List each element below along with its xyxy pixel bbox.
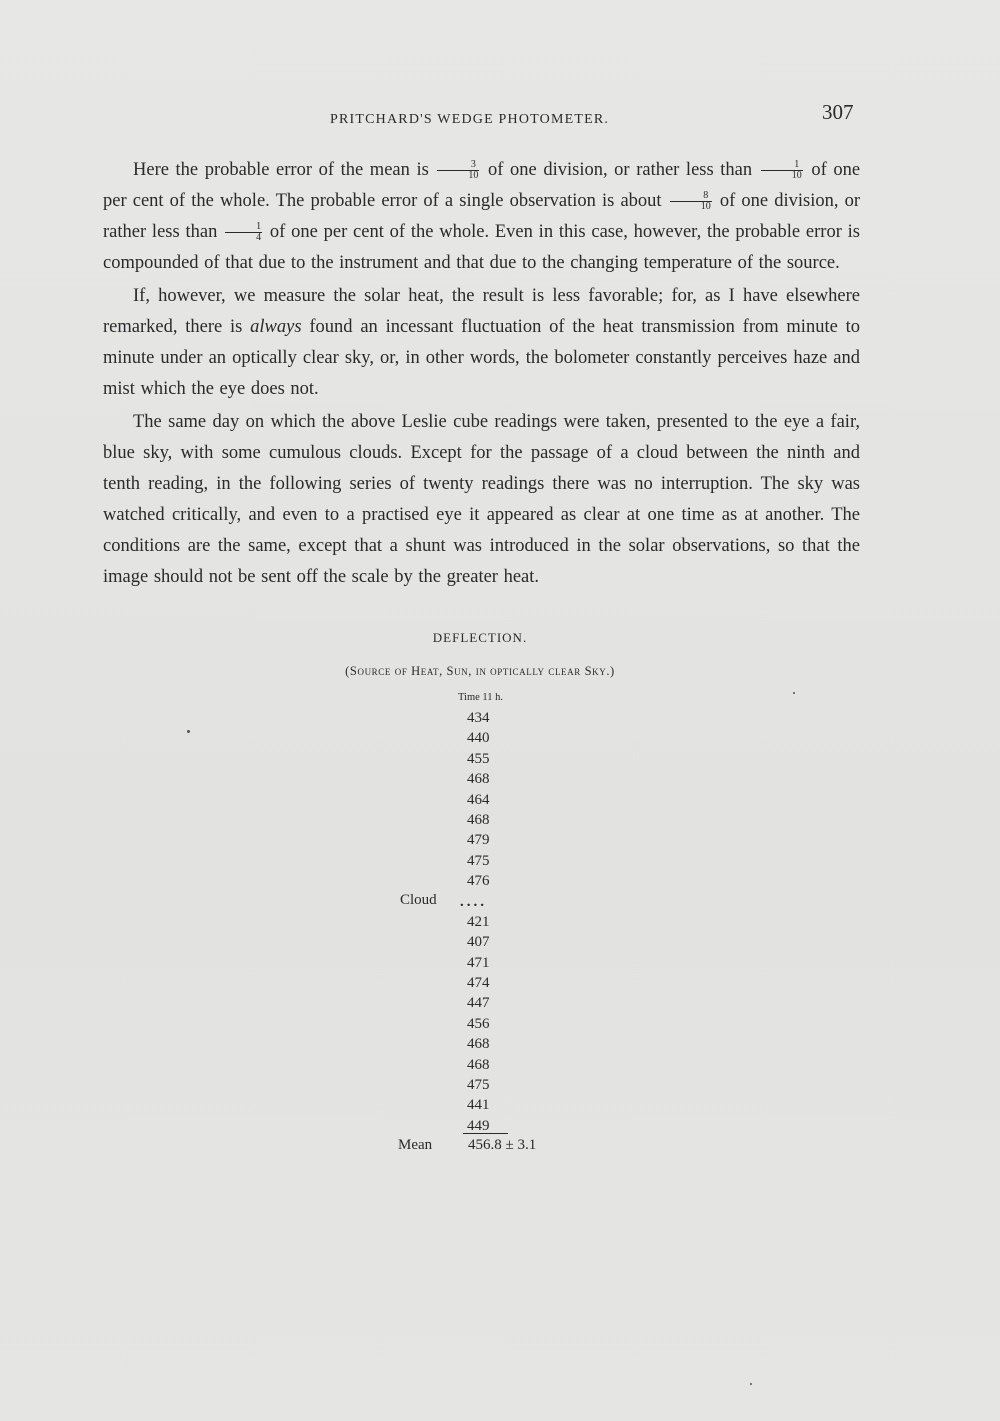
para1-text-b: of one division, or rather less than bbox=[488, 160, 753, 180]
fraction-numerator: 3 bbox=[437, 160, 479, 171]
deflection-value: 440 bbox=[467, 730, 490, 747]
fraction-denominator: 10 bbox=[791, 170, 802, 182]
fraction-numerator: 1 bbox=[225, 222, 262, 233]
para2-text-a: If, however, we measure the solar heat, the result is less favorable; for, as I have elsewhere remarked, there is bbox=[103, 286, 860, 337]
para1-text-e: of one per cent of the whole. Even in this case, however, the probable error is compounded of that due to the instrument and that due to the changing temperature of the source. bbox=[103, 222, 860, 273]
deflection-value: 468 bbox=[467, 811, 490, 828]
deflection-value: 468 bbox=[467, 1036, 490, 1053]
deflection-value: 475 bbox=[467, 1077, 490, 1094]
deflection-value: 441 bbox=[467, 1097, 490, 1114]
deflection-value: 471 bbox=[467, 954, 490, 971]
deflection-value: 421 bbox=[467, 913, 490, 930]
para2-text-b: found an incessant fluctuation of the heat transmission from minute to minute under an optically clear sky, or, in other words, the bolometer constantly perceives haze and mist which the eye does not. bbox=[103, 317, 860, 399]
cloud-label: Cloud bbox=[400, 892, 437, 908]
column-header: Time 11 h. bbox=[458, 692, 504, 703]
deflection-value: 468 bbox=[467, 1056, 490, 1073]
deflection-value: 434 bbox=[467, 710, 490, 726]
para2-italic: always bbox=[250, 317, 302, 337]
mean-value: 456.8 ± 3.1 bbox=[468, 1137, 537, 1153]
page-number: 307 bbox=[822, 100, 854, 124]
deflection-value: 475 bbox=[467, 852, 490, 869]
table-title: DEFLECTION. bbox=[432, 630, 528, 645]
body-text bbox=[103, 155, 860, 593]
deflection-value: 455 bbox=[467, 750, 490, 767]
deflection-value: 449 bbox=[467, 1117, 490, 1134]
print-speck bbox=[187, 730, 190, 733]
paragraph-3: The same day on which the above Leslie cube readings were taken, presented to the eye a fair, blue sky, with some cumulous clouds. Except for the passage of a cloud between the ninth and tenth reading, in the following series of twenty readings there was no interruption. The sky was watched critically, and even to a practised eye it appeared as clear at one time as at another. The conditions are the same, except that a shunt was introduced in the solar observations, so that the image should not be sent off the scale by the greater heat. bbox=[103, 412, 860, 587]
para1-text-c: of one per cent of the whole. The probable error of a single observation is about bbox=[103, 160, 861, 211]
fraction-8-10 bbox=[670, 191, 712, 212]
para1-text-d: of one division, or rather less than bbox=[103, 191, 861, 242]
deflection-values bbox=[460, 708, 510, 1136]
deflection-value: 474 bbox=[467, 975, 490, 992]
para1-text-a: Here the probable error of the mean is bbox=[133, 160, 429, 180]
deflection-value: 476 bbox=[467, 873, 490, 890]
paragraph-1 bbox=[103, 155, 860, 279]
fraction-numerator: 1 bbox=[761, 160, 803, 171]
fraction-denominator: 4 bbox=[256, 232, 262, 244]
fraction-1-4 bbox=[225, 222, 262, 243]
sum-rule bbox=[463, 1133, 508, 1134]
fraction-numerator: 8 bbox=[670, 191, 712, 202]
deflection-value: 479 bbox=[467, 832, 490, 849]
fraction-1-10 bbox=[761, 160, 803, 181]
deflection-value: 407 bbox=[467, 934, 490, 951]
running-head: PRITCHARD'S WEDGE PHOTOMETER. bbox=[330, 112, 610, 127]
deflection-value: 456 bbox=[467, 1015, 490, 1032]
fraction-denominator: 10 bbox=[700, 201, 711, 213]
paragraph-2 bbox=[103, 281, 860, 405]
fraction-denominator: 10 bbox=[468, 170, 479, 182]
deflection-value: 468 bbox=[467, 771, 490, 788]
table-subtitle: (Source of Heat, Sun, in optically clear Sky.) bbox=[345, 664, 615, 678]
deflection-value: 447 bbox=[467, 995, 490, 1012]
deflection-value: 464 bbox=[467, 791, 490, 808]
mean-label: Mean bbox=[398, 1137, 433, 1153]
cloud-dots: .... bbox=[460, 893, 487, 910]
fraction-3-10 bbox=[437, 160, 479, 181]
print-speck bbox=[793, 692, 795, 694]
print-speck bbox=[750, 1383, 752, 1385]
